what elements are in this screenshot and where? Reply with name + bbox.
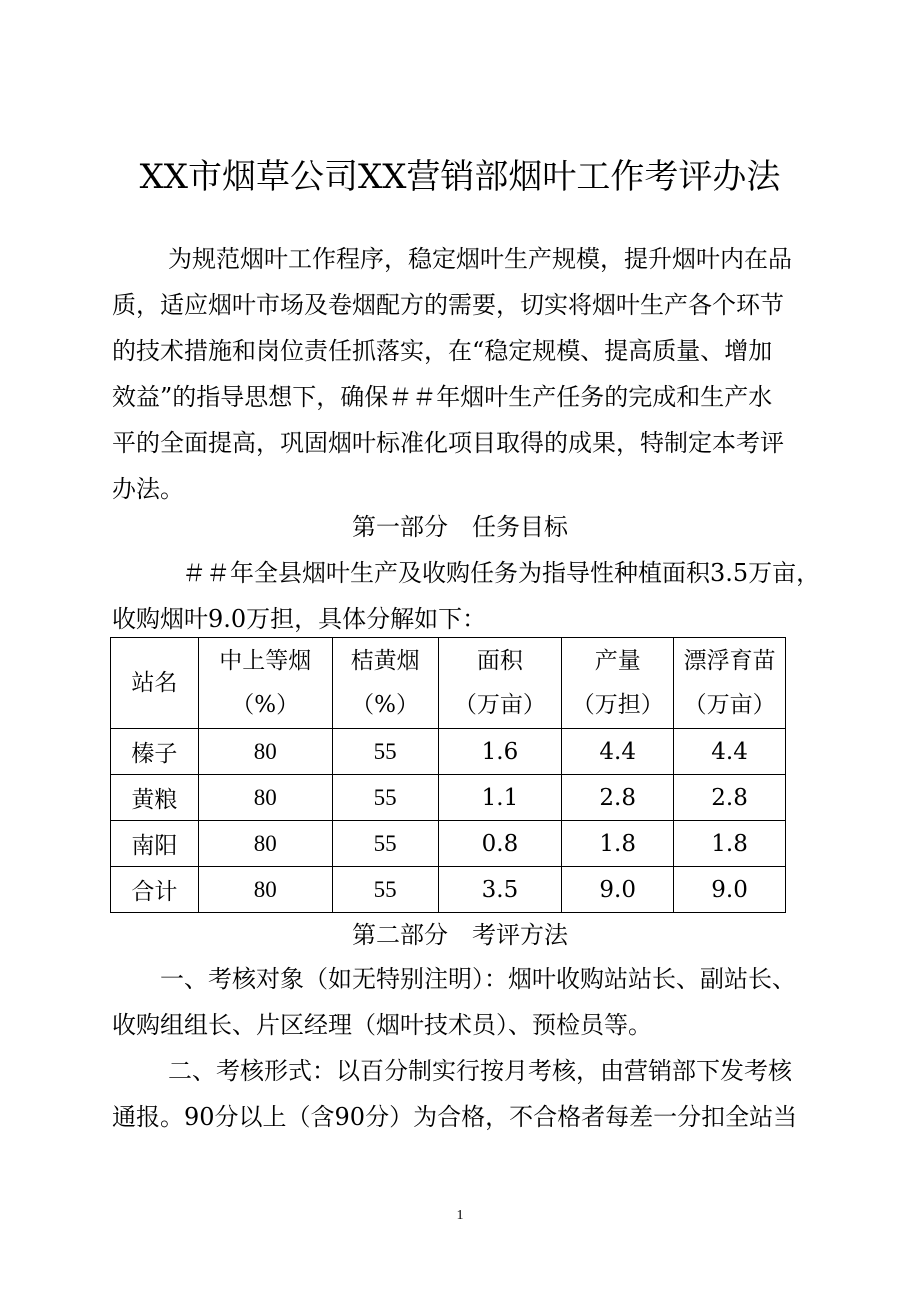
table-header-row <box>111 638 786 729</box>
page-number: 1 <box>456 1208 464 1223</box>
intro-line: 的技术措施和岗位责任抓落实，在“稳定规模、提高质量、增加 <box>112 337 773 365</box>
cell-output: 9.0 <box>562 867 674 913</box>
section-heading-part2 <box>0 912 920 958</box>
cell-output: 1.8 <box>562 821 674 867</box>
cell-float-seedling: 2.8 <box>674 775 786 821</box>
cell-area: 0.8 <box>438 821 562 867</box>
cell-float-seedling: 1.8 <box>674 821 786 867</box>
cell-orange: 55 <box>332 729 438 775</box>
cell-upper-grade: 80 <box>198 729 332 775</box>
cell-area: 3.5 <box>438 867 562 913</box>
part2-line: 二、考核形式：以百分制实行按月考核，由营销部下发考核 <box>168 1057 792 1085</box>
section-heading-text: 第一部分 任务目标 <box>352 513 568 541</box>
table-row <box>111 775 786 821</box>
document-title: XX市烟草公司XX营销部烟叶工作考评办法 <box>139 157 781 197</box>
cell-orange: 55 <box>332 821 438 867</box>
cell-station: 南阳 <box>111 821 199 867</box>
header-upper-grade: 中上等烟 （%） <box>198 638 332 729</box>
intro-line: 效益”的指导思想下，确保＃＃年烟叶生产任务的完成和生产水 <box>112 383 773 411</box>
part1-line: 收购烟叶9.0万担，具体分解如下： <box>112 605 487 633</box>
section-heading-part1 <box>0 504 920 550</box>
table-row <box>111 729 786 775</box>
cell-output: 2.8 <box>562 775 674 821</box>
cell-area: 1.1 <box>438 775 562 821</box>
intro-line: 平的全面提高，巩固烟叶标准化项目取得的成果，特制定本考评 <box>112 429 784 457</box>
cell-float-seedling: 4.4 <box>674 729 786 775</box>
task-table <box>110 637 786 913</box>
cell-upper-grade: 80 <box>198 775 332 821</box>
cell-orange: 55 <box>332 775 438 821</box>
cell-upper-grade: 80 <box>198 821 332 867</box>
part1-paragraph <box>112 550 821 642</box>
header-orange: 桔黄烟 （%） <box>332 638 438 729</box>
part1-line: ＃＃年全县烟叶生产及收购任务为指导性种植面积3.5万亩， <box>182 559 821 587</box>
intro-line: 为规范烟叶工作程序，稳定烟叶生产规模，提升烟叶内在品 <box>168 245 792 273</box>
intro-paragraph <box>112 236 812 512</box>
part2-line: 一、考核对象（如无特别注明）：烟叶收购站站长、副站长、 <box>160 965 796 993</box>
cell-area: 1.6 <box>438 729 562 775</box>
header-station: 站名 <box>111 638 199 729</box>
section-heading-text: 第二部分 考评方法 <box>352 921 568 949</box>
cell-station: 合计 <box>111 867 199 913</box>
part2-paragraph <box>112 956 812 1140</box>
cell-station: 榛子 <box>111 729 199 775</box>
cell-output: 4.4 <box>562 729 674 775</box>
header-float-seedling: 漂浮育苗 （万亩） <box>674 638 786 729</box>
header-output: 产量 （万担） <box>562 638 674 729</box>
cell-float-seedling: 9.0 <box>674 867 786 913</box>
table-row <box>111 821 786 867</box>
intro-line: 办法。 <box>112 475 184 503</box>
header-area: 面积 （万亩） <box>438 638 562 729</box>
cell-orange: 55 <box>332 867 438 913</box>
cell-upper-grade: 80 <box>198 867 332 913</box>
cell-station: 黄粮 <box>111 775 199 821</box>
intro-line: 质，适应烟叶市场及卷烟配方的需要，切实将烟叶生产各个环节 <box>112 291 784 319</box>
part2-line: 通报。90分以上（含90分）为合格，不合格者每差一分扣全站当 <box>112 1103 798 1131</box>
table-row-total <box>111 867 786 913</box>
part2-line: 收购组组长、片区经理（烟叶技术员）、预检员等。 <box>112 1011 652 1039</box>
